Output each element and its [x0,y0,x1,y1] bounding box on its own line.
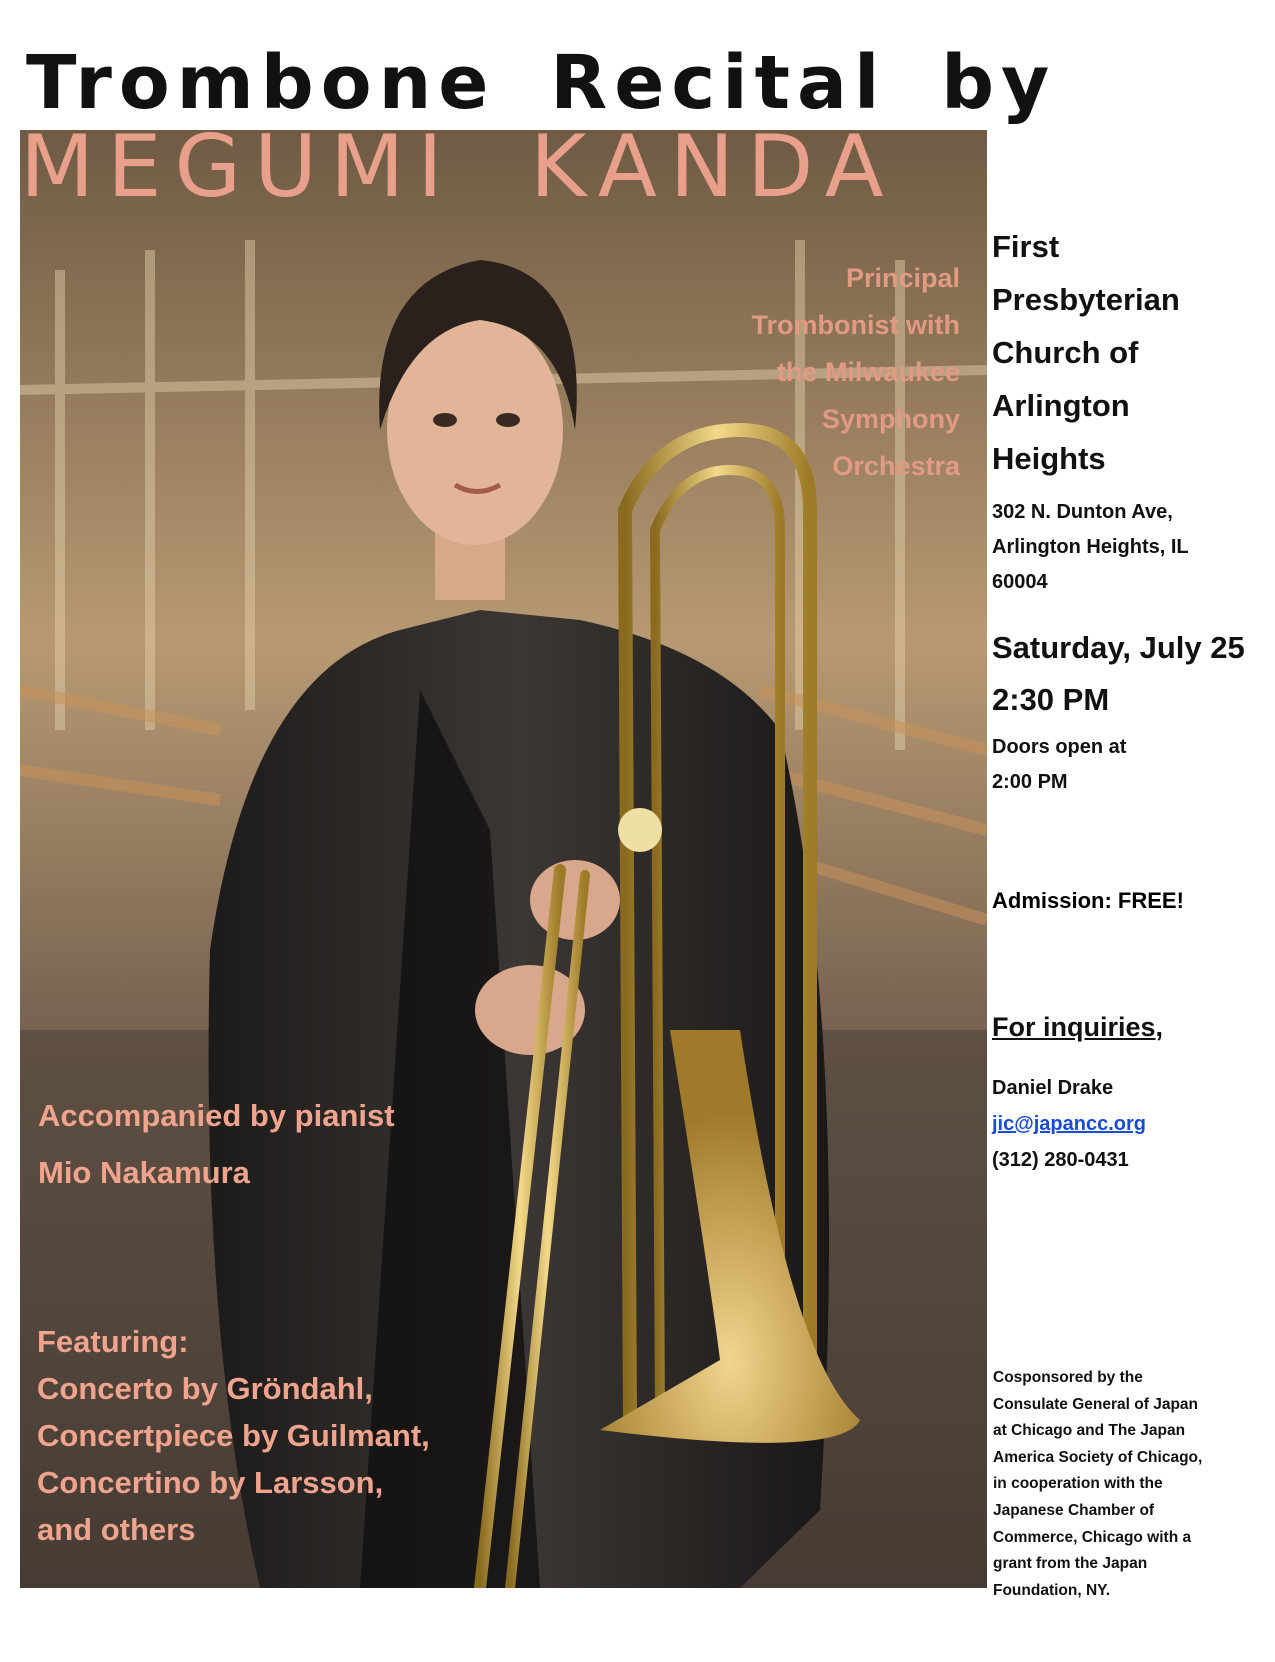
contact-phone: (312) 280-0431 [992,1149,1129,1171]
venue-name [992,220,1275,485]
position-line: the Milwaukee [776,357,960,387]
position-line: Symphony [821,404,960,434]
address-line: 302 N. Dunton Ave, [992,501,1173,523]
program-item: Concertino by Larsson, [37,1465,384,1500]
program-heading: Featuring: [37,1324,189,1359]
position-line: Trombonist with [751,310,960,340]
venue-address [992,495,1275,600]
poster-title: Trombone Recital by [26,40,1057,126]
position-line: Principal [845,263,960,293]
program-item: Concerto by Gröndahl, [37,1371,373,1406]
doors-line: 2:00 PM [992,771,1068,793]
address-line: Arlington Heights, IL [992,536,1189,558]
venue-line: First [992,229,1060,264]
performer-name: MEGUMI KANDA [20,117,897,217]
accompanist-line: Accompanied by pianist [38,1098,395,1133]
position-line: Orchestra [832,451,960,481]
admission-info: Admission: FREE! [992,888,1184,913]
sponsor-note [993,1365,1238,1604]
venue-line: Church of [992,335,1139,370]
accompanist-info [38,1087,395,1201]
contact-email-link[interactable]: jic@japancc.org [992,1113,1146,1135]
performer-position [660,255,960,490]
sponsor-line: at Chicago and The Japan [993,1422,1186,1440]
event-date-time [992,622,1275,726]
address-line: 60004 [992,571,1048,593]
sponsor-line: Japanese Chamber of [993,1501,1155,1519]
inquiries-heading [992,1012,1163,1043]
accompanist-line: Mio Nakamura [38,1155,250,1190]
program-list [37,1318,430,1553]
sponsor-line: America Society of Chicago, [993,1448,1203,1466]
sponsor-line: in cooperation with the [993,1475,1163,1493]
sponsor-line: Consulate General of Japan [993,1395,1198,1413]
inquiries-heading-comma: , [1155,1012,1164,1042]
doors-open [992,730,1275,800]
venue-line: Presbyterian [992,282,1180,317]
venue-line: Heights [992,441,1106,476]
event-details [992,220,1275,800]
inquiries-heading-text: For inquiries [992,1012,1156,1042]
program-item: and others [37,1512,196,1547]
contact-name: Daniel Drake [992,1077,1114,1099]
contact-info [992,1070,1146,1178]
event-time: 2:30 PM [992,682,1110,717]
program-item: Concertpiece by Guilmant, [37,1418,430,1453]
venue-line: Arlington [992,388,1130,423]
doors-line: Doors open at [992,736,1127,758]
sponsor-line: Commerce, Chicago with a [993,1528,1192,1546]
sponsor-line: Foundation, NY. [993,1581,1111,1599]
sponsor-line: Cosponsored by the [993,1369,1143,1386]
event-date: Saturday, July 25 [992,630,1245,665]
sponsor-line: grant from the Japan [993,1555,1148,1573]
